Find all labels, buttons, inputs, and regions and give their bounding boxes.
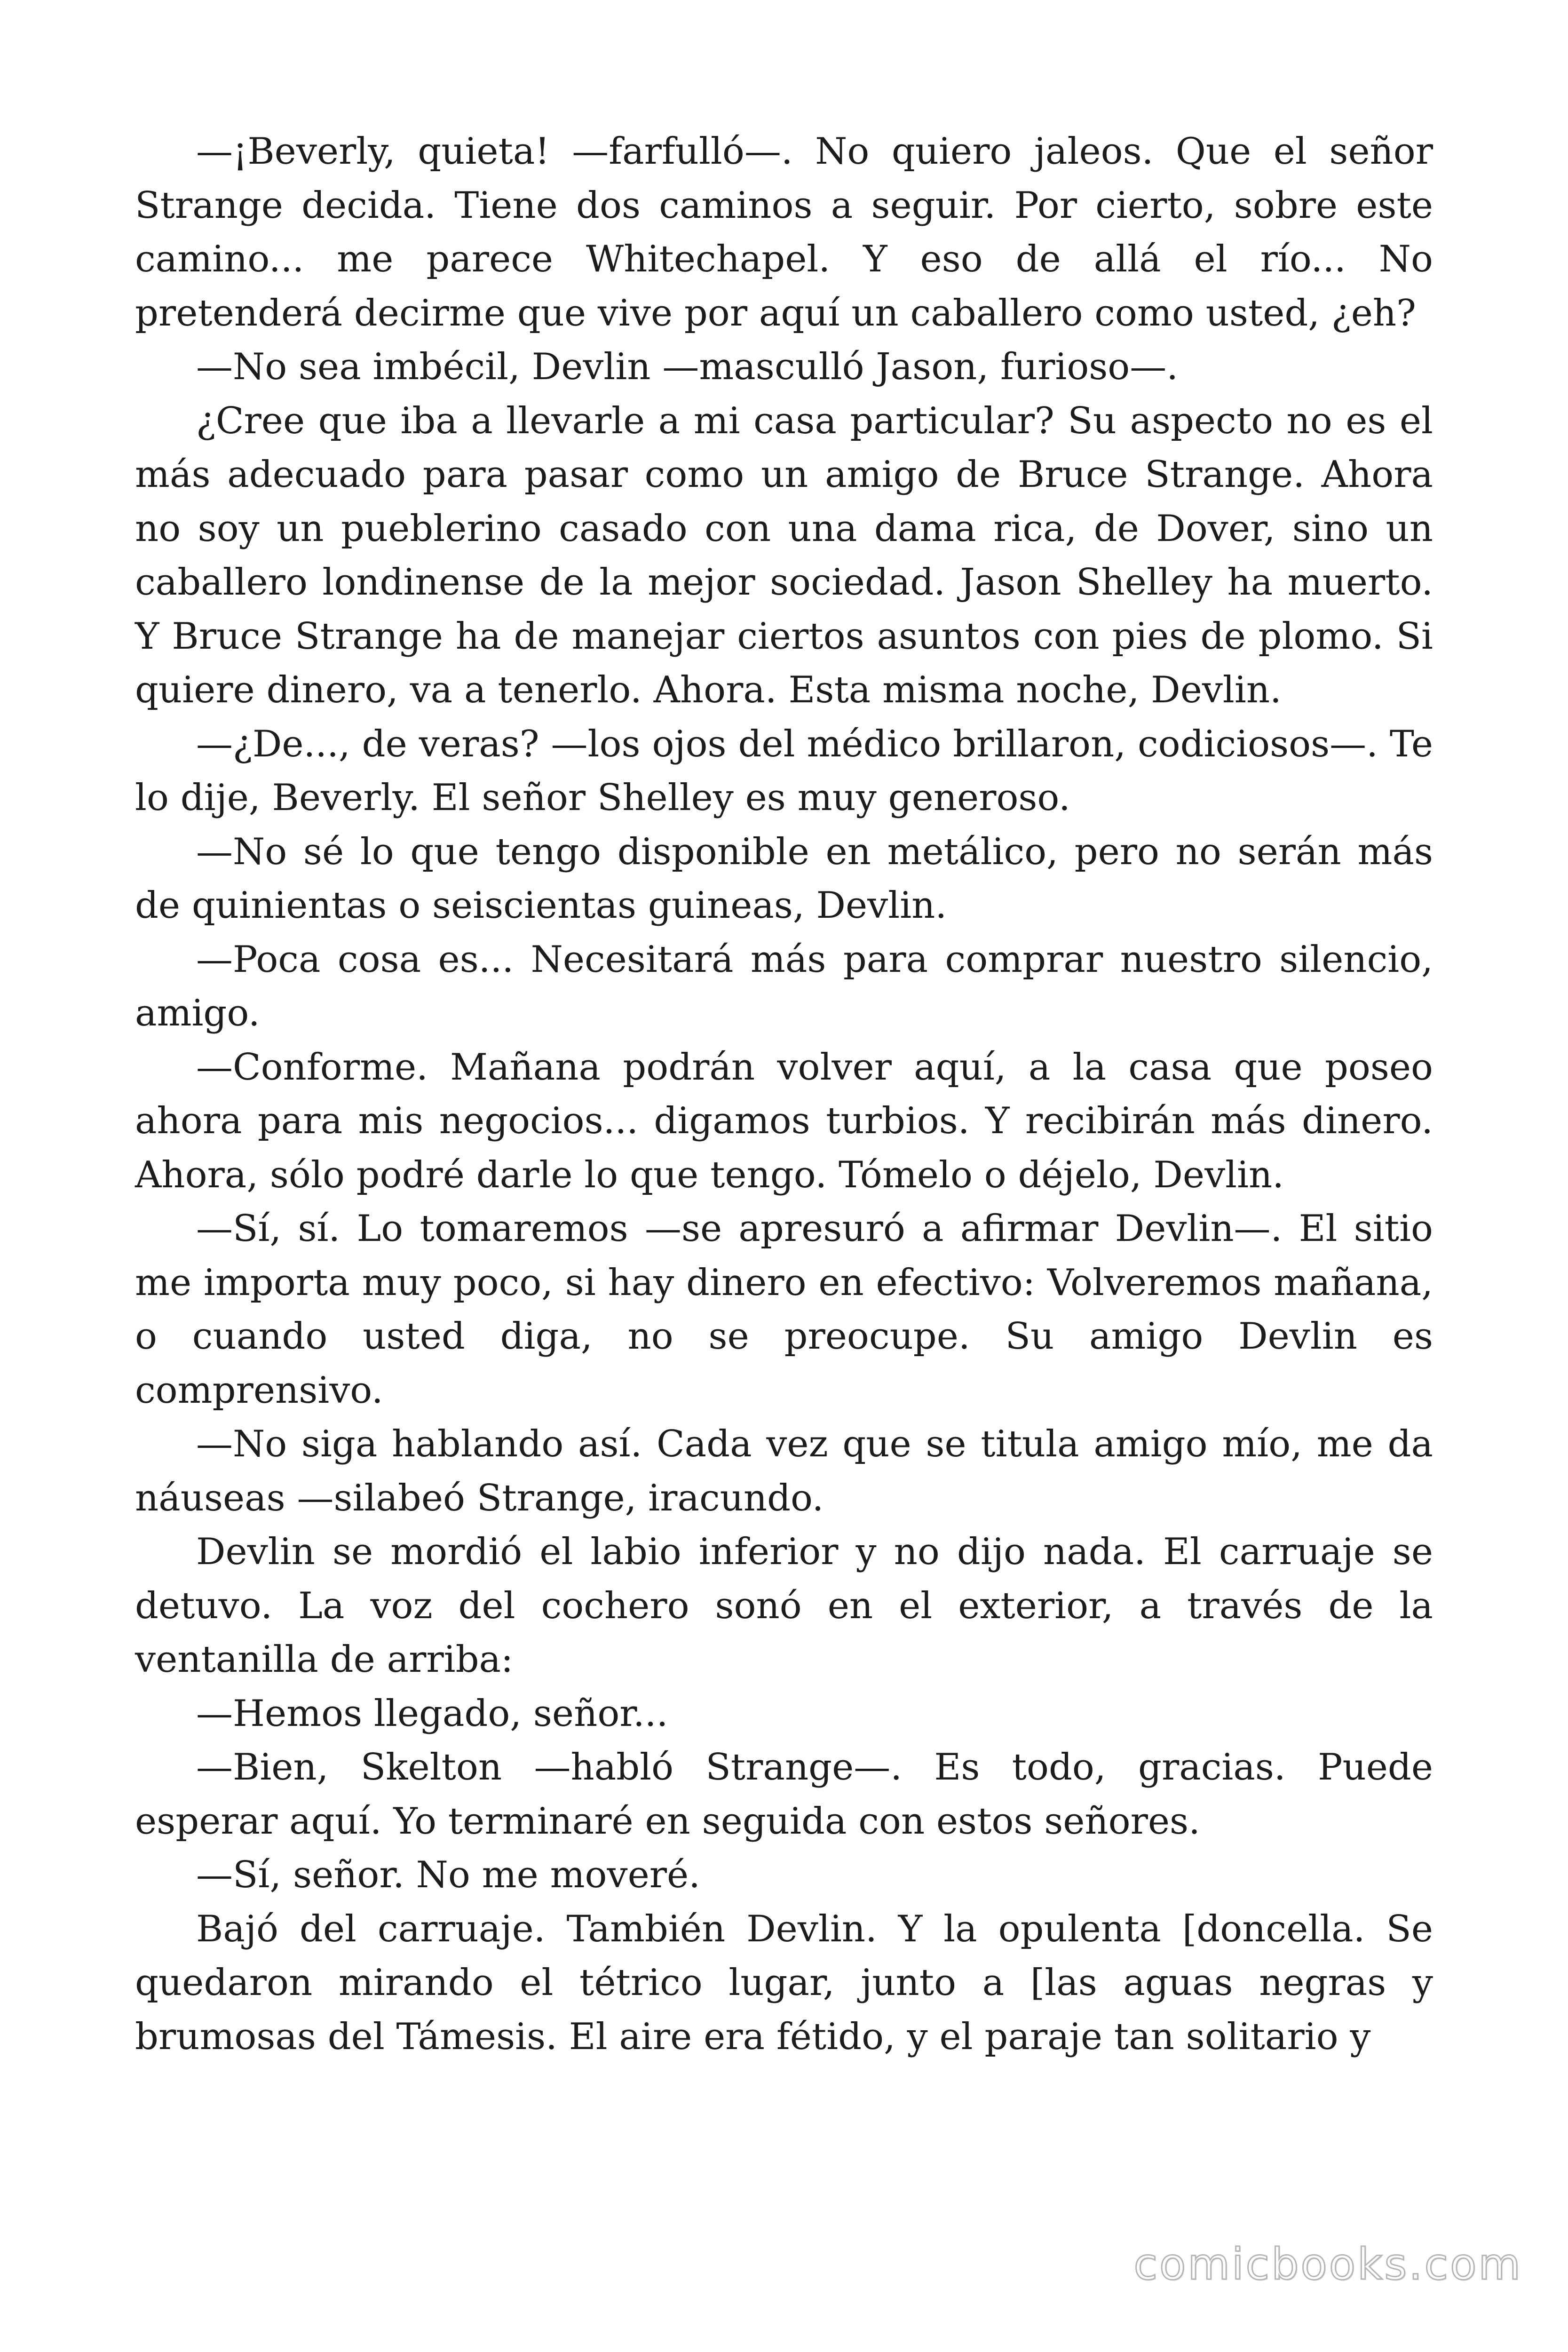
paragraph: —Sí, sí. Lo tomaremos —se apresuró a afirmar Devlin—. El sitio me importa muy poco, si hay dinero en efectivo: Volveremos mañana, o cuando usted diga, no se preocupe. Su amigo Devlin es comprensivo. bbox=[135, 1208, 1433, 1412]
paragraph: Bajó del carruaje. También Devlin. Y la opulenta [doncella. Se quedaron mirando el tétrico lugar, junto a [las aguas negras y brumosas del Támesis. El aire era fétido, y el paraje tan solitario y bbox=[135, 1907, 1433, 2058]
paragraph: —Sí, señor. No me moveré. bbox=[196, 1854, 700, 1896]
paragraph: —Hemos llegado, señor... bbox=[196, 1692, 668, 1735]
paragraph: —Bien, Skelton —habló Strange—. Es todo, gracias. Puede esperar aquí. Yo terminaré en seguida con estos señores. bbox=[135, 1746, 1433, 1843]
paragraph: ¿Cree que iba a llevarle a mi casa particular? Su aspecto no es el más adecuado para pasar como un amigo de Bruce Strange. Ahora no soy un pueblerino casado con una dama rica, de Dover, sino un caballero londinense de la mejor sociedad. Jason Shelley ha muerto. Y Bruce Strange ha de manejar ciertos asuntos con pies de plomo. Si quiere dinero, va a tenerlo. Ahora. Esta misma noche, Devlin. bbox=[135, 399, 1433, 711]
paragraph: —No sea imbécil, Devlin —masculló Jason, furioso—. bbox=[196, 346, 1179, 388]
paragraph: —¿De..., de veras? —los ojos del médico brillaron, codiciosos—. Te lo dije, Beverly. El señor Shelley es muy generoso. bbox=[135, 723, 1433, 819]
paragraph: —No sé lo que tengo disponible en metálico, pero no serán más de quinientas o seiscientas guineas, Devlin. bbox=[135, 830, 1433, 927]
paragraph: Devlin se mordió el labio inferior y no dijo nada. El carruaje se detuvo. La voz del cochero sonó en el exterior, a través de la ventanilla de arriba: bbox=[135, 1531, 1433, 1681]
paragraph: —Poca cosa es... Necesitará más para comprar nuestro silencio, amigo. bbox=[135, 938, 1433, 1034]
paragraph: —¡Beverly, quieta! —farfulló—. No quiero jaleos. Que el señor Strange decida. Tiene dos caminos a seguir. Por cierto, sobre este camino... me parece Whitechapel. Y eso de allá el río... No pretenderá decirme que vive por aquí un caballero como usted, ¿eh? bbox=[135, 130, 1433, 334]
watermark: comicbooks.com bbox=[1133, 2239, 1522, 2289]
body-text bbox=[135, 125, 1433, 2064]
paragraph: —No siga hablando así. Cada vez que se titula amigo mío, me da náuseas —silabeó Strange, iracundo. bbox=[135, 1423, 1433, 1519]
paragraph: —Conforme. Mañana podrán volver aquí, a la casa que poseo ahora para mis negocios... digamos turbios. Y recibirán más dinero. Ahora, sólo podré darle lo que tengo. Tómelo o déjelo, Devlin. bbox=[135, 1046, 1433, 1196]
